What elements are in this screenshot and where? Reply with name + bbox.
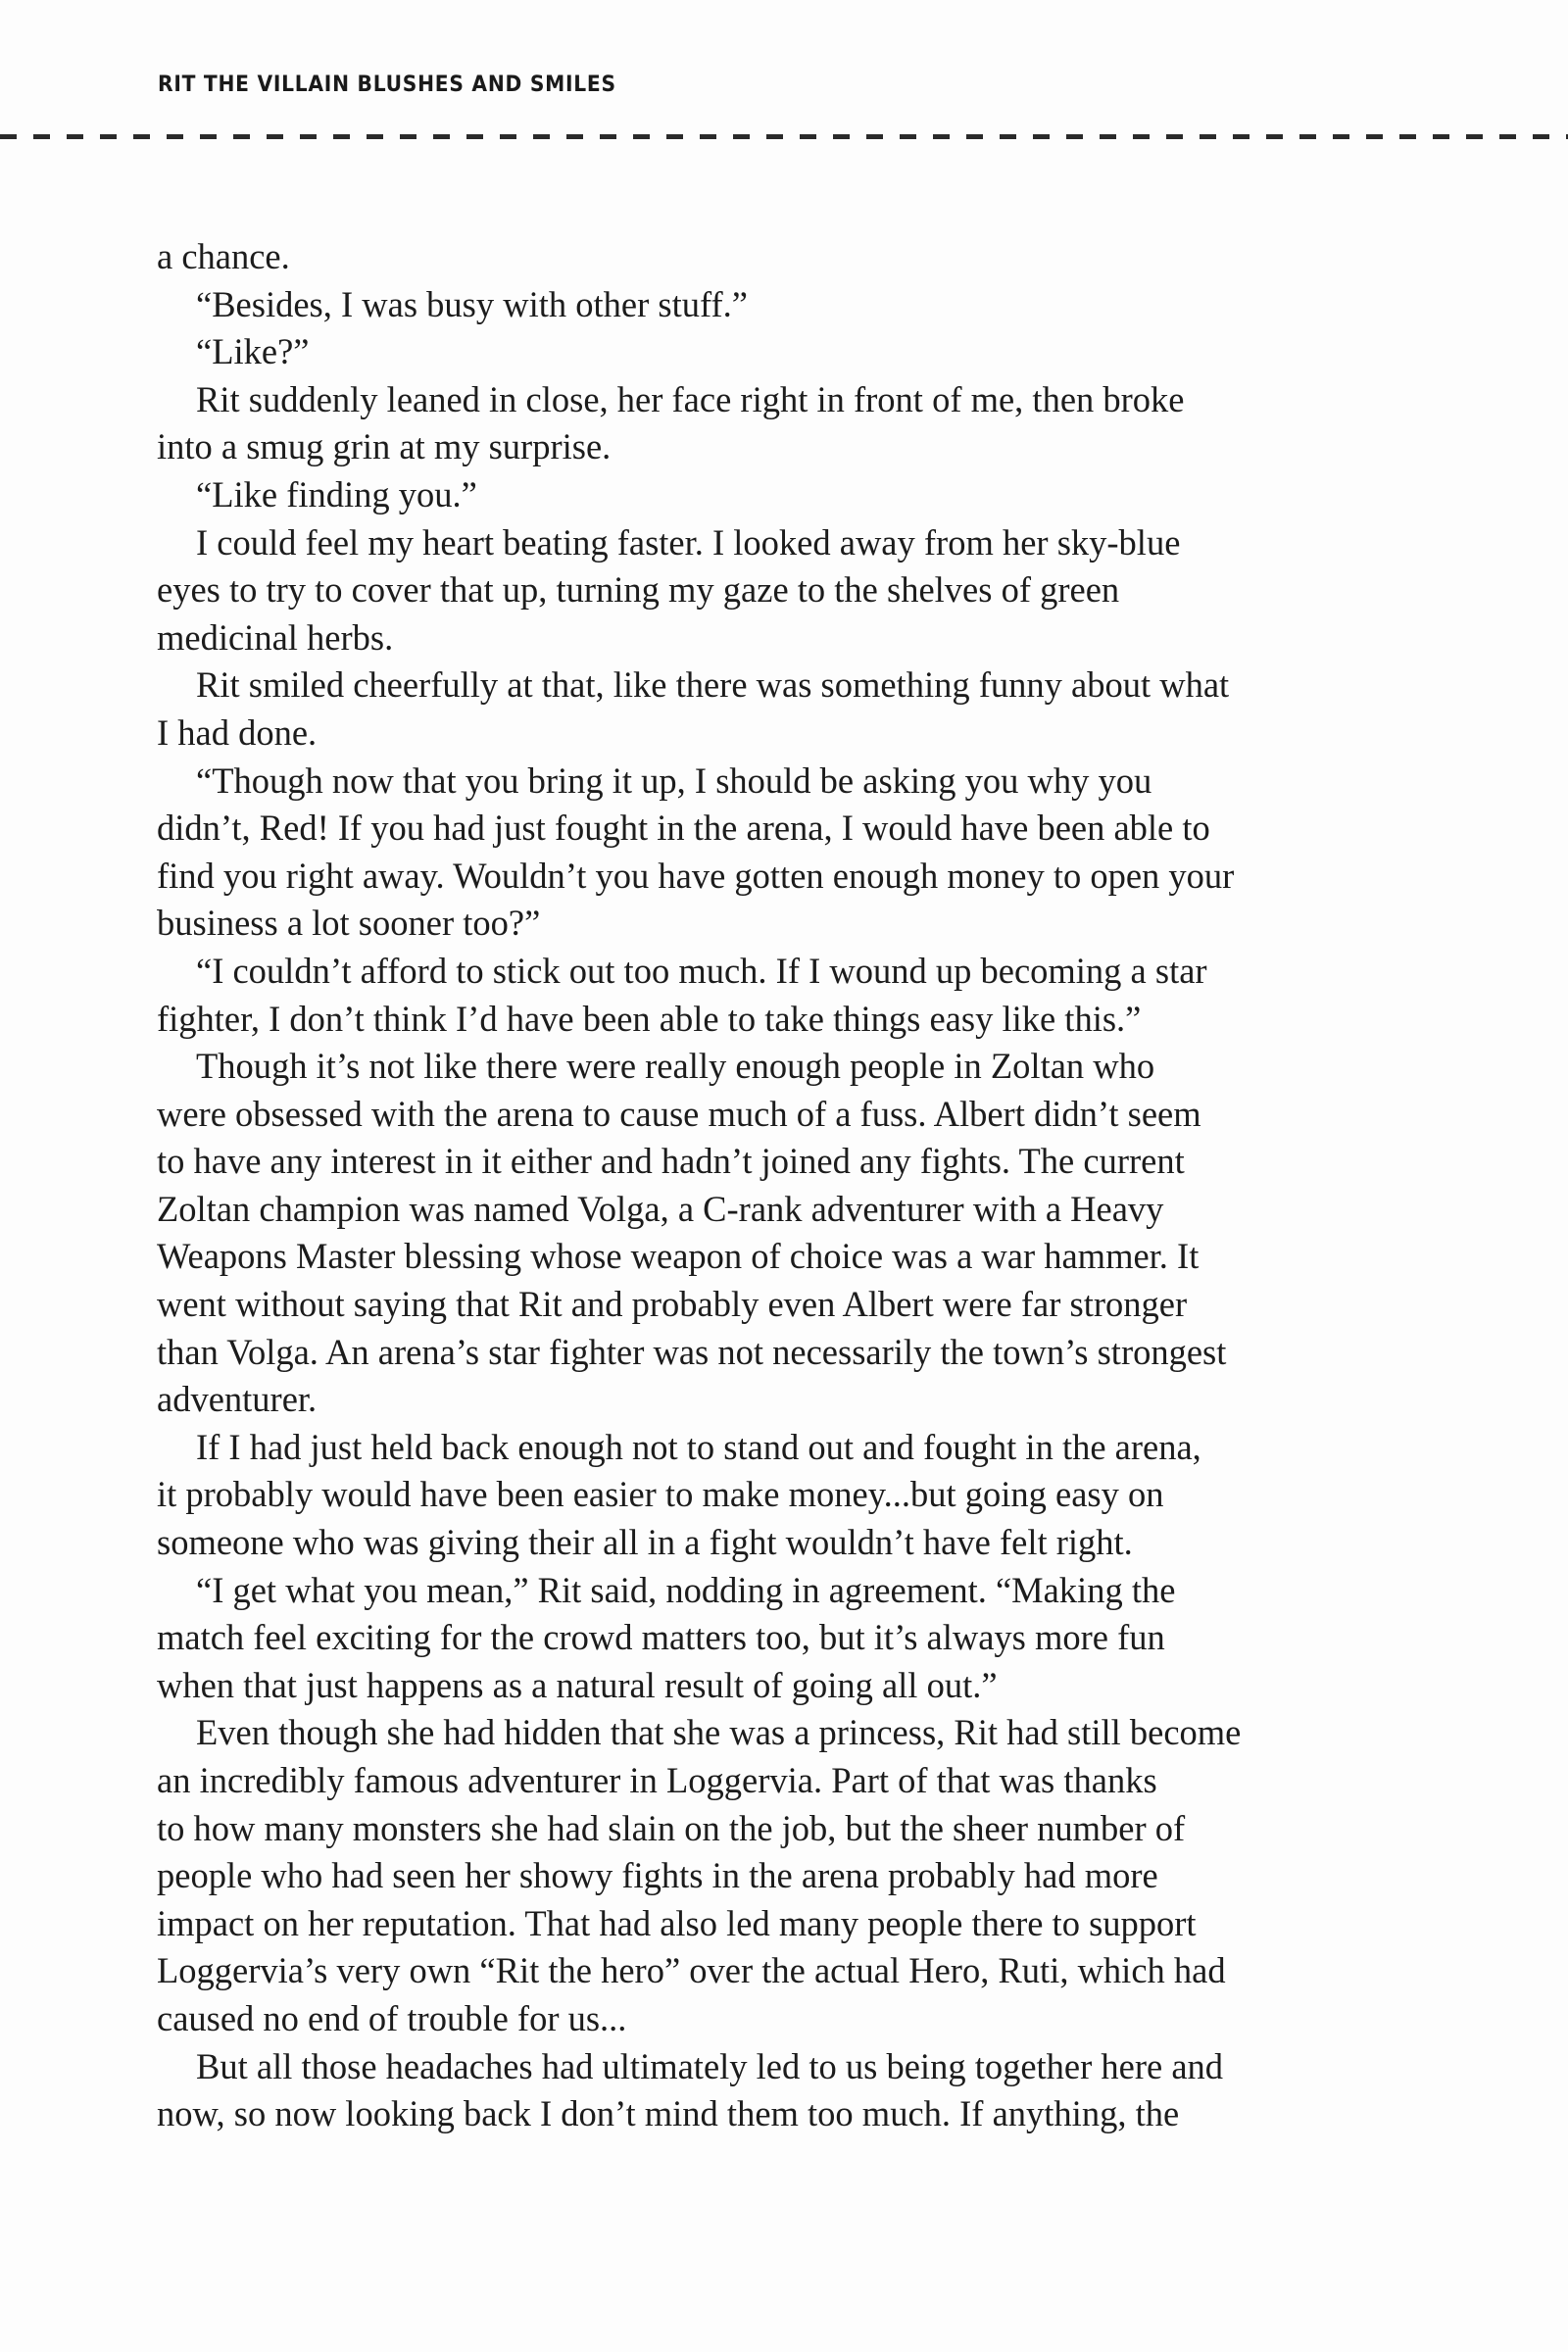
body-text [157,233,1431,2138]
text-line: But all those headaches had ultimately led to us being together here and [196,2045,1224,2086]
text-line: to how many monsters she had slain on the job, but the sheer number of [157,1807,1186,1848]
text-line: adventurer. [157,1379,318,1420]
text-line: eyes to try to cover that up, turning my gaze to the shelves of green [157,569,1120,611]
text-line: Weapons Master blessing whose weapon of choice was a war hammer. It [157,1236,1200,1277]
text-line: into a smug grin at my surprise. [157,426,612,467]
text-line: fighter, I don’t think I’d have been able to take things easy like this.” [157,998,1142,1039]
text-line: Zoltan champion was named Volga, a C-rank adventurer with a Heavy [157,1188,1164,1229]
text-line: find you right away. Wouldn’t you have gotten enough money to open your [157,855,1235,896]
text-line: “Besides, I was busy with other stuff.” [196,283,748,324]
text-line: someone who was giving their all in a fight wouldn’t have felt right. [157,1522,1133,1563]
text-line: caused no end of trouble for us... [157,1997,627,2038]
dashed-divider [0,134,1568,139]
text-line: Loggervia’s very own “Rit the hero” over the actual Hero, Ruti, which had [157,1950,1226,1991]
text-line: I could feel my heart beating faster. I looked away from her sky-blue [196,521,1181,563]
text-line: Though it’s not like there were really enough people in Zoltan who [196,1046,1155,1087]
text-line: now, so now looking back I don’t mind them too much. If anything, the [157,2093,1180,2134]
text-line: “Like?” [196,331,310,372]
text-line: when that just happens as a natural result of going all out.” [157,1664,998,1705]
text-line: were obsessed with the arena to cause much of a fuss. Albert didn’t seem [157,1093,1201,1134]
text-line: “Like finding you.” [196,473,477,514]
text-line: match feel exciting for the crowd matters too, but it’s always more fun [157,1617,1165,1658]
text-line: business a lot sooner too?” [157,903,541,944]
text-line: Even though she had hidden that she was a princess, Rit had still become [196,1712,1242,1753]
text-line: Rit suddenly leaned in close, her face right in front of me, then broke [196,378,1185,419]
text-line: “Though now that you bring it up, I should be asking you why you [196,760,1152,801]
text-line: “I get what you mean,” Rit said, nodding in agreement. “Making the [196,1569,1176,1610]
text-line: medicinal herbs. [157,616,394,658]
text-line: to have any interest in it either and hadn’t joined any fights. The current [157,1141,1185,1182]
text-line: If I had just held back enough not to stand out and fought in the arena, [196,1426,1201,1467]
text-line: I had done. [157,711,318,753]
text-line: an incredibly famous adventurer in Loggervia. Part of that was thanks [157,1760,1157,1800]
text-line: than Volga. An arena’s star fighter was not necessarily the town’s strongest [157,1331,1227,1372]
text-line: people who had seen her showy fights in the arena probably had more [157,1855,1158,1896]
text-line: went without saying that Rit and probably even Albert were far stronger [157,1284,1188,1325]
text-line: Rit smiled cheerfully at that, like there was something funny about what [196,664,1230,706]
text-line: it probably would have been easier to make money...but going easy on [157,1474,1164,1515]
text-line: didn’t, Red! If you had just fought in the arena, I would have been able to [157,808,1210,849]
text-line: “I couldn’t afford to stick out too much. If I wound up becoming a star [196,950,1207,991]
text-line: a chance. [157,236,290,276]
running-header-title: RIT THE VILLAIN BLUSHES AND SMILES [158,73,616,97]
text-line: impact on her reputation. That had also led many people there to support [157,1902,1197,1943]
